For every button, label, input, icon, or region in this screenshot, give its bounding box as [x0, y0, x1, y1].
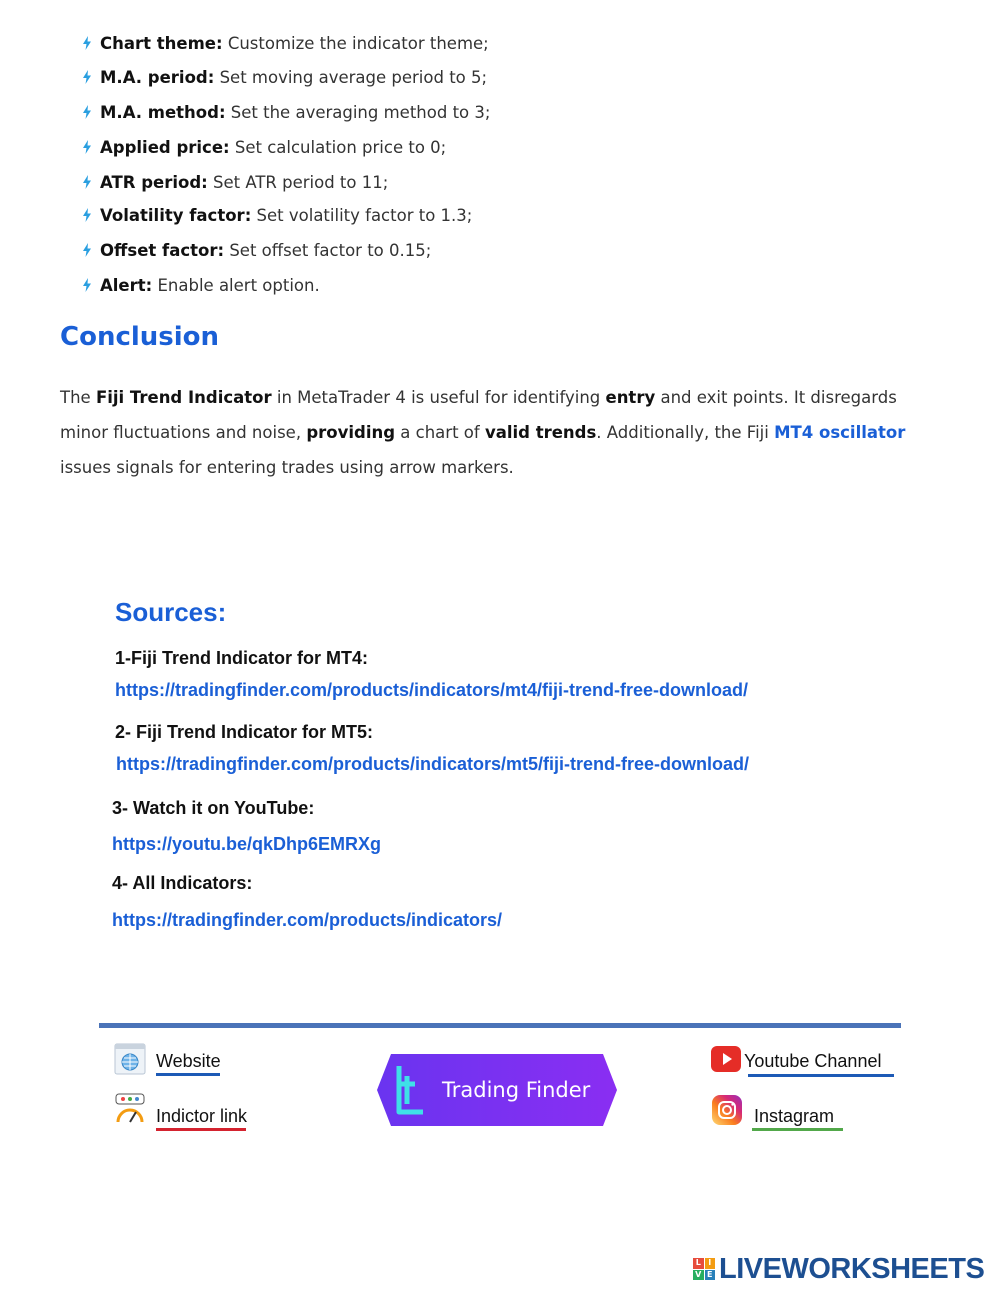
setting-text: Set offset factor to 0.15;: [224, 241, 432, 260]
badge-letter: I: [705, 1258, 716, 1269]
setting-text: Set moving average period to 5;: [214, 68, 488, 87]
setting-text: Set volatility factor to 1.3;: [251, 206, 473, 225]
logo-text: Trading Finder: [442, 1078, 591, 1102]
setting-label: ATR period:: [100, 173, 208, 192]
badge-letter: E: [705, 1270, 716, 1281]
instagram-link[interactable]: Instagram: [754, 1106, 835, 1126]
bold-run: providing: [306, 423, 396, 442]
list-item: [82, 138, 446, 157]
conclusion-heading: Conclusion: [60, 322, 220, 352]
bold-run: valid trends: [484, 423, 597, 442]
list-item: [82, 103, 490, 122]
setting-label: Chart theme:: [100, 34, 223, 53]
website-underline: [156, 1073, 220, 1076]
conclusion-line-3: issues signals for entering trades using arrow markers.: [60, 458, 514, 477]
setting-text: Customize the indicator theme;: [222, 34, 489, 53]
indicator-link[interactable]: Indictor link: [156, 1106, 248, 1126]
setting-text: Set calculation price to 0;: [229, 138, 447, 157]
list-item: [82, 276, 320, 295]
source-label: 4- All Indicators:: [112, 873, 253, 893]
bolt-icon: [82, 278, 92, 292]
list-item: [82, 206, 472, 225]
source-label: 2- Fiji Trend Indicator for MT5:: [115, 722, 374, 742]
bolt-icon: [82, 208, 92, 222]
text-run: The: [60, 388, 96, 407]
text-run: minor fluctuations and noise,: [60, 423, 307, 442]
bolt-icon: [82, 36, 92, 50]
setting-text: Set ATR period to 11;: [207, 173, 389, 192]
setting-label: Applied price:: [100, 138, 230, 157]
source-link[interactable]: https://tradingfinder.com/products/indicators/mt5/fiji-trend-free-download/: [116, 754, 750, 774]
list-item: [82, 34, 489, 53]
bolt-icon: [82, 175, 92, 189]
setting-label: Offset factor:: [100, 241, 225, 260]
setting-text: Set the averaging method to 3;: [225, 103, 491, 122]
bolt-icon: [82, 70, 92, 84]
youtube-link[interactable]: Youtube Channel: [744, 1051, 882, 1071]
bolt-icon: [82, 140, 92, 154]
liveworksheets-watermark: [693, 1253, 984, 1285]
footer-divider: [99, 1023, 901, 1028]
setting-text: Enable alert option.: [152, 276, 320, 295]
text-run: . Additionally, the Fiji: [596, 423, 775, 442]
source-link[interactable]: https://youtu.be/qkDhp6EMRXg: [112, 834, 381, 854]
conclusion-line-1: [60, 388, 897, 407]
gauge-icon: [114, 1092, 146, 1124]
instagram-icon: [711, 1094, 743, 1126]
website-link[interactable]: Website: [156, 1051, 221, 1071]
globe-icon: [114, 1043, 146, 1075]
list-item: [82, 68, 487, 87]
liveworksheets-badge: [693, 1258, 715, 1280]
list-item: [82, 173, 388, 192]
source-link[interactable]: https://tradingfinder.com/products/indicators/: [112, 910, 503, 930]
source-link[interactable]: https://tradingfinder.com/products/indicators/mt4/fiji-trend-free-download/: [115, 680, 749, 700]
liveworksheets-text: LIVEWORKSHEETS: [719, 1252, 985, 1285]
text-run: and exit points. It disregards: [655, 388, 897, 407]
badge-letter: L: [693, 1258, 704, 1269]
bolt-icon: [82, 105, 92, 119]
text-run: a chart of: [395, 423, 485, 442]
youtube-icon: [710, 1043, 742, 1075]
setting-label: Volatility factor:: [100, 206, 252, 225]
bolt-icon: [82, 243, 92, 257]
mt4-oscillator-link[interactable]: MT4 oscillator: [774, 423, 906, 442]
source-label: 1-Fiji Trend Indicator for MT4:: [115, 648, 369, 668]
conclusion-line-2: [60, 423, 905, 442]
instagram-underline: [752, 1128, 843, 1131]
setting-label: M.A. period:: [100, 68, 215, 87]
indicator-underline: [156, 1128, 246, 1131]
bold-run: entry: [605, 388, 656, 407]
youtube-underline: [748, 1074, 894, 1077]
badge-letter: V: [693, 1270, 704, 1281]
sources-heading: Sources:: [115, 597, 227, 627]
setting-label: Alert:: [100, 276, 153, 295]
setting-label: M.A. method:: [100, 103, 226, 122]
source-label: 3- Watch it on YouTube:: [112, 798, 315, 818]
text-run: in MetaTrader 4 is useful for identifying: [271, 388, 606, 407]
bold-run: Fiji Trend Indicator: [95, 388, 272, 407]
list-item: [82, 241, 431, 260]
